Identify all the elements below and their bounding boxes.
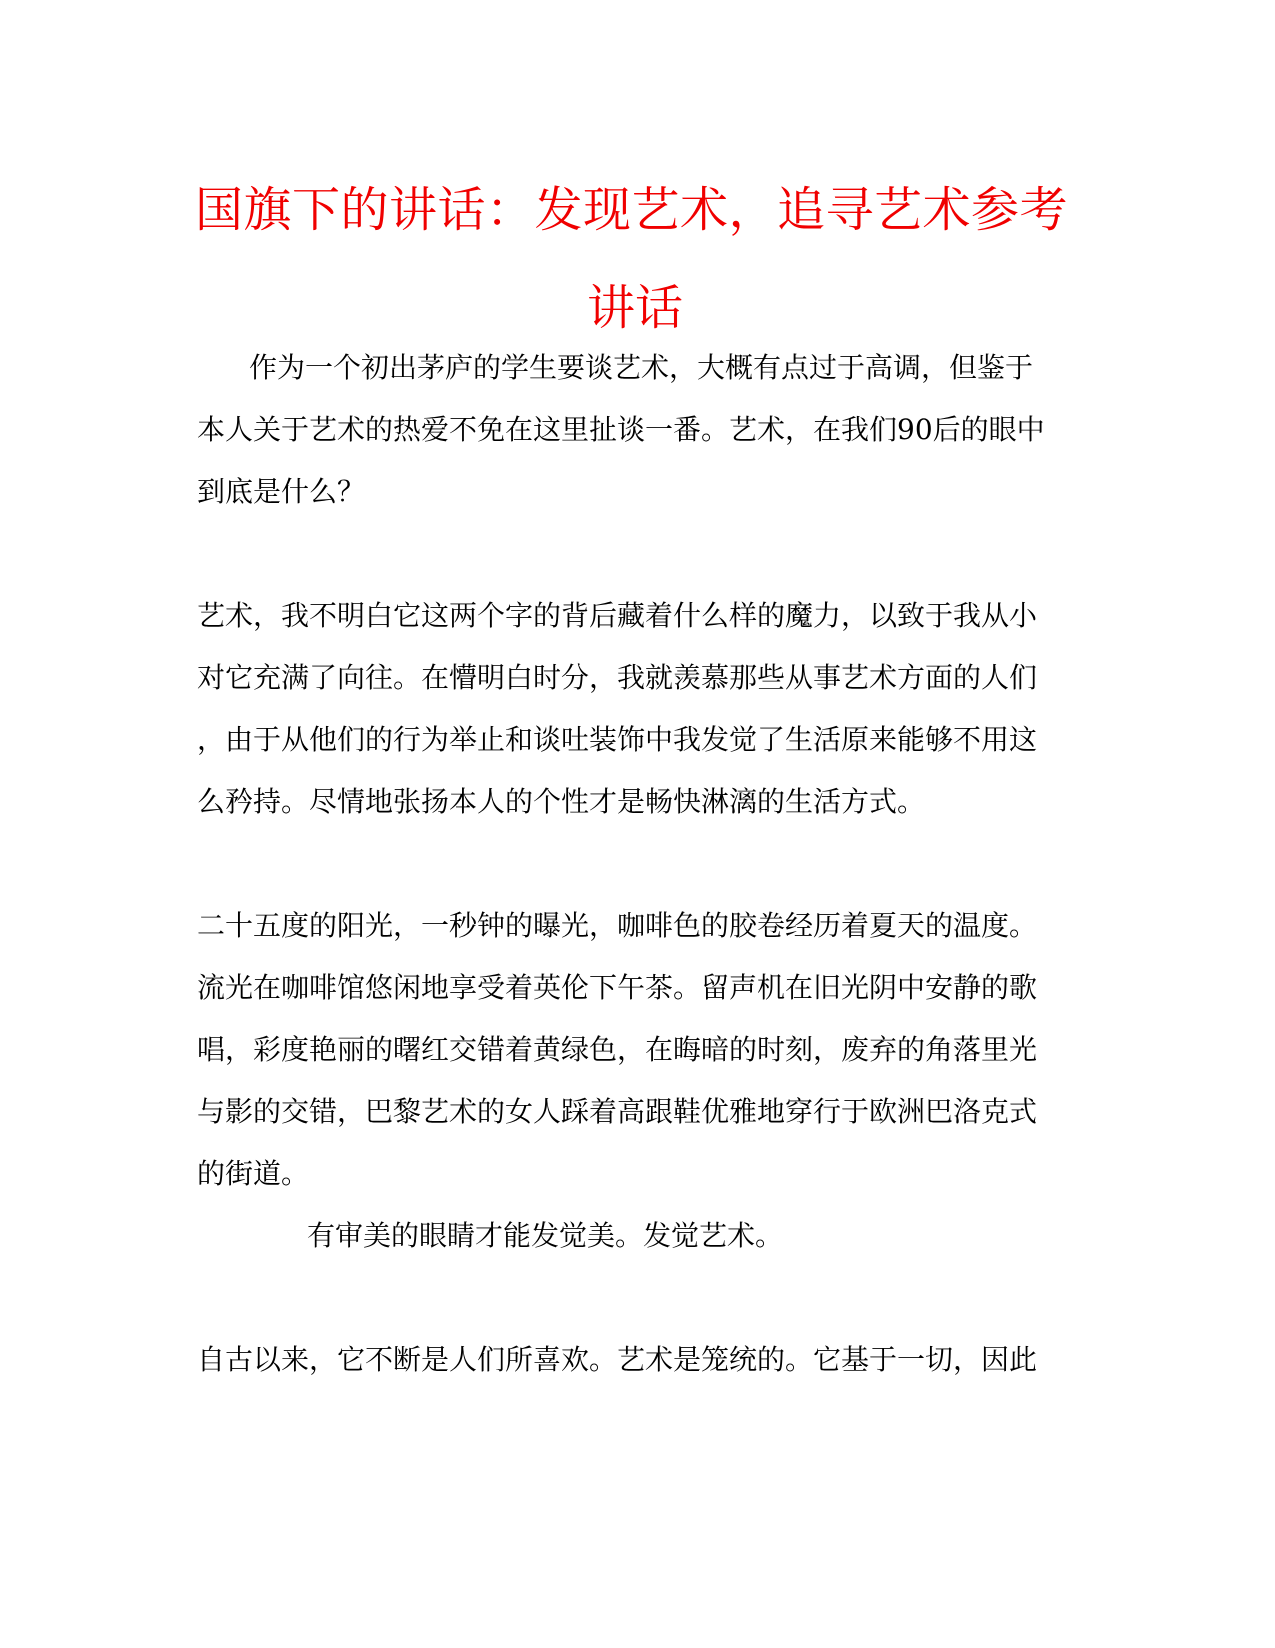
paragraph-line: 流光在咖啡馆悠闲地享受着英伦下午茶。留声机在旧光阴中安静的歌 — [197, 971, 1038, 1004]
paragraph-line: 么矜持。尽情地张扬本人的个性才是畅快淋漓的生活方式。 — [197, 785, 926, 818]
paragraph-line: 有审美的眼睛才能发觉美。发觉艺术。 — [307, 1219, 784, 1252]
paragraph-line: 二十五度的阳光，一秒钟的曝光，咖啡色的胶卷经历着夏天的温度。 — [197, 909, 1038, 942]
paragraph-line: 对它充满了向往。在懵明白时分，我就羡慕那些从事艺术方面的人们 — [197, 661, 1038, 694]
document-title-line-2: 讲话 — [586, 280, 683, 336]
paragraph-line: 到底是什么？ — [197, 475, 366, 508]
paragraph-line: 唱，彩度艳丽的曙红交错着黄绿色，在晦暗的时刻，废弃的角落里光 — [197, 1033, 1038, 1066]
paragraph-line: 自古以来，它不断是人们所喜欢。艺术是笼统的。它基于一切，因此 — [197, 1343, 1038, 1376]
paragraph-line: 艺术，我不明白它这两个字的背后藏着什么样的魔力，以致于我从小 — [197, 599, 1038, 632]
paragraph-line: 与影的交错，巴黎艺术的女人踩着高跟鞋优雅地穿行于欧洲巴洛克式 — [197, 1095, 1038, 1128]
paragraph-line: ，由于从他们的行为举止和谈吐装饰中我发觉了生活原来能够不用这 — [197, 723, 1038, 756]
paragraph-line: 作为一个初出茅庐的学生要谈艺术，大概有点过于高调，但鉴于 — [249, 351, 1034, 384]
paragraph-line: 的街道。 — [197, 1157, 310, 1190]
paragraph-line: 本人关于艺术的热爱不免在这里扯谈一番。艺术，在我们90后的眼中 — [197, 413, 1045, 446]
document-title-line-1: 国旗下的讲话：发现艺术，追寻艺术参考 — [195, 182, 1069, 238]
